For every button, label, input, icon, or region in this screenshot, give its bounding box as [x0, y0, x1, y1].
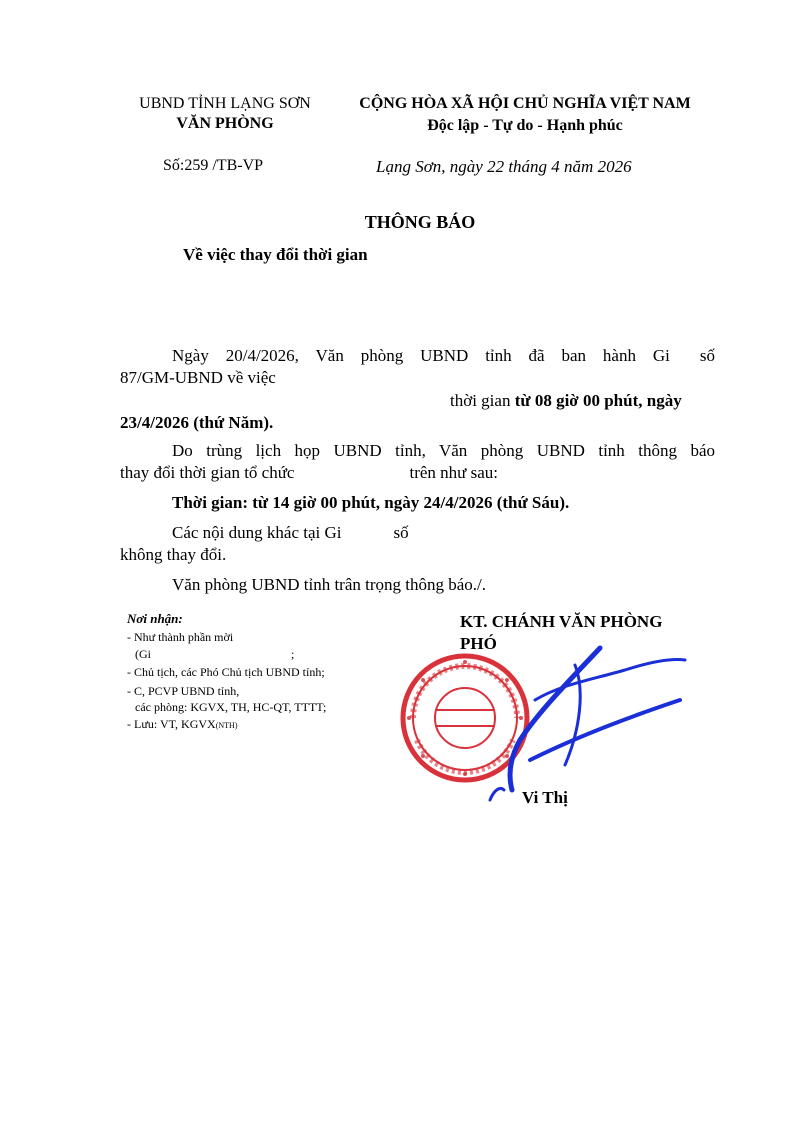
p4-text-a: Các nội dung khác tại Gi	[172, 523, 342, 542]
paragraph-4-line-1	[172, 522, 409, 544]
p1-text-a: Ngày 20/4/2026, Văn phòng UBND tỉnh đã ban hành Gi	[172, 346, 670, 365]
paragraph-2-line-1	[120, 440, 715, 462]
p1-text-f: 23/4/2026 (thứ Năm).	[120, 413, 274, 432]
doc-number: Số:259 /TB-VP	[163, 157, 264, 174]
paragraph-1-line-3	[450, 390, 682, 412]
signer-name: Vi Thị	[522, 788, 568, 807]
recipient-line-2: (Gi ;	[135, 647, 295, 661]
p2-text-c: trên như sau:	[409, 463, 499, 482]
nation-line-2: Độc lập - Tự do - Hạnh phúc	[427, 117, 623, 134]
paragraph-3: Thời gian: từ 14 giờ 00 phút, ngày 24/4/2026 (thứ Sáu).	[172, 493, 570, 512]
recipients-heading: Nơi nhận:	[127, 611, 183, 626]
signature-title: KT. CHÁNH VĂN PHÒNG	[460, 612, 663, 631]
p1-text-d: thời gian	[450, 391, 511, 410]
paragraph-1-line-1	[120, 345, 715, 367]
recipient-sub-note: (NTH)	[215, 721, 238, 730]
recipient-line-1: - Như thành phần mời	[127, 630, 234, 644]
p1-text-e: từ 08 giờ 00 phút, ngày	[514, 391, 682, 410]
p1-text-b: số	[699, 346, 715, 365]
paragraph-2-line-2	[120, 462, 498, 484]
place-date: Lạng Sơn, ngày 22 tháng 4 năm 2026	[376, 157, 632, 176]
paragraph-5: Văn phòng UBND tỉnh trân trọng thông báo./.	[172, 575, 486, 594]
p2-text-b: thay đổi thời gian tổ chức	[120, 463, 295, 482]
nation-line-1: CỘNG HÒA XÃ HỘI CHỦ NGHĨA VIỆT NAM	[359, 95, 691, 112]
p4-text-c: không thay đổi.	[120, 545, 227, 564]
signature-mark-icon	[480, 640, 710, 810]
page-title: THÔNG BÁO	[364, 212, 476, 232]
signature-sub: PHÓ	[460, 634, 497, 653]
recipient-line-6: - Lưu: VT, KGVX(NTH)	[127, 717, 238, 731]
org-line-1: UBND TỈNH LẠNG SƠN	[139, 95, 311, 112]
p2-text-a: Do trùng lịch họp UBND tỉnh, Văn phòng UBND tỉnh thông báo	[172, 441, 715, 460]
doc-subject: Về việc thay đổi thời gian	[183, 245, 368, 264]
org-line-2: VĂN PHÒNG	[176, 115, 274, 132]
recipient-line-3: - Chủ tịch, các Phó Chủ tịch UBND tỉnh;	[127, 665, 325, 679]
p4-text-b: số	[393, 523, 409, 542]
recipient-line-4: - C, PCVP UBND tỉnh,	[127, 684, 240, 698]
recipient-line-5: các phòng: KGVX, TH, HC-QT, TTTT;	[135, 700, 327, 714]
p1-text-c: 87/GM-UBND về việc	[120, 368, 276, 387]
